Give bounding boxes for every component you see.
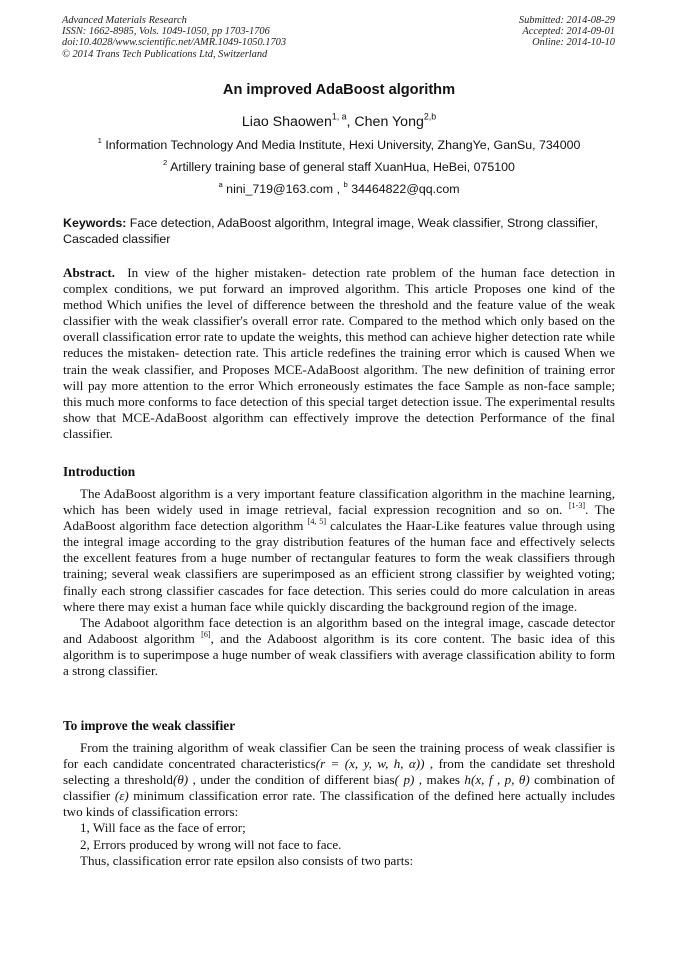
math-threshold: (θ) [172, 772, 189, 788]
math-classifier: h(x, f , p, θ) [464, 772, 530, 788]
math-bias: ( p) [394, 772, 415, 788]
dates-info [519, 15, 615, 49]
introduction-body [63, 486, 615, 679]
weak-p1-text-e: combination of classifier [63, 772, 615, 804]
intro-p1-text-b: . The AdaBoost algorithm face detection algorithm [63, 502, 615, 534]
weak-paragraph-1 [63, 740, 615, 820]
abstract-text: In view of the higher mistaken- detection rate problem of the human face detection in complex conditions, we put forward an improved algorithm. This article Proposes one kind of the method Which unifies the level of difference between the threshold and the feature value of the weak classifier with the weak classifier's overall error rate. Compared to the method which only based on the overall classification error rate to update the weights, this method can achieve higher detection rate while reduces the mistaken- detection rate. This article redefines the training error which is caused When we train the weak classifier, and Proposes MCE-AdaBoost algorithm. The new definition of training error will pay more attention to the error Which erroneously estimates the face Sample as non-face sample; this much more conforms to face detection of this special target detection issue. The experimental results show that MCE-AdaBoost algorithm can effectively improve the detection Performance of the final classifier. [63, 265, 616, 441]
weak-classifier-heading: To improve the weak classifier [63, 718, 236, 733]
email-a[interactable]: nini_719@163.com , [222, 182, 344, 196]
citation-6[interactable]: [6] [201, 629, 211, 639]
affiliation-2-text: Artillery training base of general staff XuanHua, HeBei, 075100 [167, 160, 515, 174]
intro-p1-text-c: calculates the Haar-Like features value through using the integral image according to the gray distribution features of the human face and effectively selects the excellent features from a huge number of rectangular features to form the weak classifiers through training; several weak classifiers are superimposed as an efficient strong classifier by weighted voting; finally each strong classifier cascades for face detection. This series could do more calculation in areas where there may exist a human face while quickly discarding the background region of the image. [63, 518, 615, 614]
error-item-1: 1, Will face as the face of error; [80, 820, 246, 836]
email-line [0, 182, 678, 196]
weak-p1-text-a: From the training algorithm of weak classifier Can be seen the training process of weak classifier is for each candidate concentrated characteristics [63, 740, 615, 772]
math-epsilon: (ε) [114, 788, 129, 804]
weak-classifier-body [63, 740, 615, 869]
keywords-label: Keywords: [63, 216, 127, 230]
introduction-heading: Introduction [63, 464, 136, 479]
email-a-sup: a [218, 180, 223, 190]
journal-name: Advanced Materials Research [62, 15, 187, 26]
author-separator: , [346, 114, 355, 130]
intro-paragraph-1 [63, 486, 615, 615]
intro-p1-text-a: The AdaBoost algorithm is a very important feature classification algorithm in the machine learning, which has been widely used in image retrieval, facial expression recognition and so on. [63, 486, 615, 518]
keywords [63, 216, 615, 247]
intro-paragraph-2 [63, 615, 615, 679]
paper-title: An improved AdaBoost algorithm [222, 82, 456, 98]
affiliation-2 [0, 160, 678, 174]
intro-p2-text-b: , and the Adaboost algorithm is its core content. The basic idea of this algorithm is to superimpose a huge number of weak classifiers with average classification ability to form a strong classifier. [63, 630, 615, 679]
journal-info [62, 15, 286, 60]
abstract [63, 265, 615, 442]
citation-4-5[interactable]: [4, 5] [307, 517, 327, 527]
affiliation-1-sup: 1 [97, 136, 102, 146]
weak-p1-text-f: minimum classification error rate. The classification of the defined here actually includes two kinds of classification errors: [63, 788, 615, 820]
copyright-line: © 2014 Trans Tech Publications Ltd, Switzerland [62, 48, 268, 60]
weak-p1-text-b: , from the candidate set threshold selecting a threshold [63, 756, 615, 788]
affiliation-2-sup: 2 [163, 158, 168, 168]
math-characteristics: (r = (x, y, w, h, α)) [315, 756, 425, 772]
intro-p2-text-a: The Adaboot algorithm face detection is an algorithm based on the integral image, cascade detector and Adaboost algorithm [63, 614, 615, 646]
author-line [0, 111, 678, 130]
email-b[interactable]: 34464822@qq.com [347, 182, 460, 196]
affiliation-1-text: Information Technology And Media Institute, Hexi University, ZhangYe, GanSu, 734000 [101, 138, 581, 152]
weak-p1-text-d: , makes [414, 772, 465, 788]
author-2: Chen Yong [354, 114, 424, 130]
citation-1-3[interactable]: [1-3] [568, 501, 586, 511]
error-item-2: 2, Errors produced by wrong will not face to face. [80, 836, 342, 852]
submitted-date: Submitted: 2014-08-29 [518, 15, 615, 26]
affiliation-1 [0, 138, 678, 152]
online-date: Online: 2014-10-10 [532, 37, 615, 49]
author-2-sup: 2,b [423, 111, 437, 122]
email-b-sup: b [343, 180, 348, 190]
keywords-text: Face detection, AdaBoost algorithm, Integral image, Weak classifier, Strong classifier, Cascaded classifier [63, 216, 598, 246]
weak-p1-text-c: , under the condition of different bias [188, 772, 395, 788]
author-1-sup: 1, a [331, 111, 347, 122]
author-1: Liao Shaowen [241, 114, 332, 130]
closing-line: Thus, classification error rate epsilon also consists of two parts: [80, 852, 414, 868]
abstract-label: Abstract. [63, 265, 115, 280]
issn-line: ISSN: 1662-8985, Vols. 1049-1050, pp 1703-1706 [62, 26, 270, 38]
accepted-date: Accepted: 2014-09-01 [522, 26, 615, 38]
doi-line[interactable]: doi:10.4028/www.scientific.net/AMR.1049-1050.1703 [62, 37, 287, 49]
